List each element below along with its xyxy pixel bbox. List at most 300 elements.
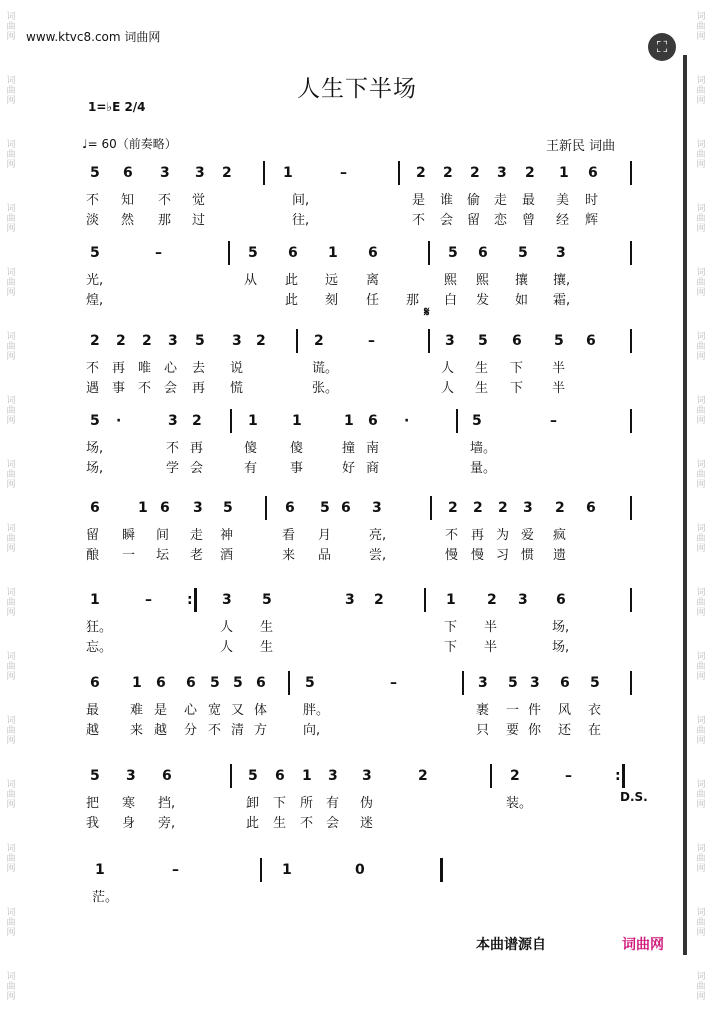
note: 5 (472, 413, 482, 429)
tempo-marking: ♩= 60（前奏略） (82, 137, 177, 151)
note: 3 (478, 675, 488, 691)
lyric: 淡 (86, 213, 100, 228)
lyric: 熙 (444, 273, 458, 288)
lyric: 间 (156, 528, 170, 543)
lyric: 所 (300, 796, 314, 811)
watermark-text: 词 曲 网 (696, 204, 706, 234)
note: 3 (160, 165, 170, 181)
repeat-dots: : (615, 768, 621, 784)
note: 1 (138, 500, 148, 516)
lyric: 场, (86, 441, 104, 456)
lyric: 好 (342, 461, 356, 476)
lyric: 品 (318, 548, 332, 563)
note: 5 (248, 245, 258, 261)
note: 3 (328, 768, 338, 784)
lyric: 挡, (158, 796, 176, 811)
lyric: 留 (86, 528, 100, 543)
lyric: 下 (510, 361, 524, 376)
watermark-text: 词 曲 网 (696, 12, 706, 42)
note: 1 (292, 413, 302, 429)
lyric: 人 (441, 361, 455, 376)
lyric: 再 (112, 361, 126, 376)
watermark-text: 词 曲 网 (696, 780, 706, 810)
bar-line (428, 329, 430, 353)
note: 3 (126, 768, 136, 784)
lyric: 我 (86, 816, 100, 831)
watermark-text: 词 曲 网 (6, 588, 16, 618)
lyric: 时 (585, 193, 599, 208)
watermark-text: 词 曲 网 (6, 460, 16, 490)
score-system (0, 413, 714, 503)
note: 2 (498, 500, 508, 516)
lyric: 是 (154, 703, 168, 718)
bar-line (263, 161, 265, 185)
lyric: 看 (282, 528, 296, 543)
lyric: 发 (476, 293, 490, 308)
note: 2 (443, 165, 453, 181)
lyric: 爱 (521, 528, 535, 543)
lyric: 此 (285, 293, 299, 308)
lyric: 寒 (122, 796, 136, 811)
lyric: 最 (86, 703, 100, 718)
score-system (0, 862, 714, 952)
lyric: 半 (552, 361, 566, 376)
note: 6 (556, 592, 566, 608)
song-title: 人生下半场 (297, 76, 417, 102)
note: 6 (90, 500, 100, 516)
lyric: 向, (303, 723, 321, 738)
note: 1 (95, 862, 105, 878)
note: 3 (523, 500, 533, 516)
lyric: 不 (412, 213, 426, 228)
lyric: 老 (190, 548, 204, 563)
bar-line (456, 409, 458, 433)
note: 6 (478, 245, 488, 261)
note: 2 (222, 165, 232, 181)
lyric: 忘。 (86, 640, 113, 655)
watermark-text: 词 曲 网 (6, 844, 16, 874)
lyric: 心 (164, 361, 178, 376)
lyric: 生 (475, 361, 489, 376)
note: 1 (328, 245, 338, 261)
note: 0 (355, 862, 365, 878)
note: 1 (302, 768, 312, 784)
lyric: 间, (292, 193, 310, 208)
note: 6 (586, 500, 596, 516)
bar-line (630, 496, 632, 520)
lyric: 半 (484, 640, 498, 655)
lyric: 此 (246, 816, 260, 831)
note: 3 (372, 500, 382, 516)
lyric: 还 (558, 723, 572, 738)
lyric: 心 (184, 703, 198, 718)
bar-line (288, 671, 290, 695)
lyric: 来 (130, 723, 144, 738)
lyric: 曾 (522, 213, 536, 228)
note: – (550, 413, 557, 429)
note: 6 (275, 768, 285, 784)
bar-line (428, 241, 430, 265)
note: 6 (285, 500, 295, 516)
note: 3 (193, 500, 203, 516)
lyric: 酿 (86, 548, 100, 563)
lyric: 伪 (360, 796, 374, 811)
bar-line (430, 496, 432, 520)
lyric: 再 (471, 528, 485, 543)
note: 2 (510, 768, 520, 784)
note: 2 (555, 500, 565, 516)
watermark-text: 词 曲 网 (6, 396, 16, 426)
note: 2 (418, 768, 428, 784)
lyric: 亮, (369, 528, 387, 543)
note: 3 (445, 333, 455, 349)
note: 5 (195, 333, 205, 349)
note: 3 (345, 592, 355, 608)
watermark-text: 词 曲 网 (6, 716, 16, 746)
lyric: 迷 (360, 816, 374, 831)
lyric: 说 (230, 361, 244, 376)
watermark-text: 词 曲 网 (696, 76, 706, 106)
note: 6 (186, 675, 196, 691)
note: 6 (368, 245, 378, 261)
lyric: 不 (445, 528, 459, 543)
note: 1 (248, 413, 258, 429)
lyric: 人 (220, 640, 234, 655)
lyric: 方 (254, 723, 268, 738)
note: 5 (248, 768, 258, 784)
zoom-icon[interactable]: ⛶ (648, 33, 676, 61)
note: 3 (195, 165, 205, 181)
lyric: 为 (496, 528, 510, 543)
site-url[interactable]: www.ktvc8.com 词曲网 (26, 30, 161, 44)
lyric: 瞬 (122, 528, 136, 543)
lyric: 下 (273, 796, 287, 811)
lyric: 走 (190, 528, 204, 543)
lyric: 不 (300, 816, 314, 831)
lyric: 酒 (220, 548, 234, 563)
lyric: 会 (190, 461, 204, 476)
bar-line (622, 764, 625, 788)
lyric: 白 (444, 293, 458, 308)
footer-source: 本曲谱源自 (476, 937, 546, 953)
lyric: 不 (138, 381, 152, 396)
note: – (145, 592, 152, 608)
lyric: 学 (166, 461, 180, 476)
note: 1 (90, 592, 100, 608)
lyric: 场, (552, 620, 570, 635)
note: 2 (470, 165, 480, 181)
note: – (368, 333, 375, 349)
note: 2 (314, 333, 324, 349)
lyric: 要 (506, 723, 520, 738)
lyric: 狂。 (86, 620, 113, 635)
lyric: 坛 (156, 548, 170, 563)
lyric: 商 (366, 461, 380, 476)
lyric: 惯 (521, 548, 535, 563)
bar-line (630, 409, 632, 433)
segno-sign: 𝄋 (424, 305, 430, 320)
lyric: 一 (122, 548, 136, 563)
note: 5 (262, 592, 272, 608)
note: 5 (478, 333, 488, 349)
authors: 王新民 词曲 (546, 139, 616, 154)
lyric: 恋 (494, 213, 508, 228)
lyric: 往, (292, 213, 310, 228)
note: 2 (374, 592, 384, 608)
lyric: 偷 (467, 193, 481, 208)
bar-line (490, 764, 492, 788)
lyric: 在 (588, 723, 602, 738)
note: 5 (90, 768, 100, 784)
watermark-text: 词 曲 网 (6, 76, 16, 106)
bar-line (230, 409, 232, 433)
note: 1 (559, 165, 569, 181)
watermark-text: 词 曲 网 (696, 716, 706, 746)
lyric: 过 (192, 213, 206, 228)
bar-line (194, 588, 197, 612)
lyric: 傻 (290, 441, 304, 456)
lyric: 人 (441, 381, 455, 396)
lyric: 觉 (192, 193, 206, 208)
note: 2 (192, 413, 202, 429)
lyric: 此 (285, 273, 299, 288)
score-system (0, 768, 714, 858)
lyric: 去 (192, 361, 206, 376)
lyric: 生 (273, 816, 287, 831)
lyric: 疯 (553, 528, 567, 543)
lyric: 攘 (515, 273, 529, 288)
lyric: 又 (231, 703, 245, 718)
lyric: 把 (86, 796, 100, 811)
lyric: 那 (406, 293, 420, 308)
lyric: 遗 (553, 548, 567, 563)
lyric: 越 (86, 723, 100, 738)
lyric: 装。 (506, 796, 533, 811)
note: 5 (90, 245, 100, 261)
lyric: 张。 (312, 381, 339, 396)
footer-site[interactable]: 词曲网 (622, 937, 664, 953)
note: 3 (518, 592, 528, 608)
bar-line (398, 161, 400, 185)
lyric: 不 (158, 193, 172, 208)
score-system (0, 500, 714, 590)
lyric: 习 (496, 548, 510, 563)
lyric: 来 (282, 548, 296, 563)
note: 5 (448, 245, 458, 261)
watermark-text: 词 曲 网 (696, 140, 706, 170)
note: 2 (142, 333, 152, 349)
bar-line (260, 858, 262, 882)
watermark-text: 词 曲 网 (696, 396, 706, 426)
note: 6 (341, 500, 351, 516)
note: 5 (233, 675, 243, 691)
lyric: 会 (326, 816, 340, 831)
note: 5 (90, 413, 100, 429)
lyric: 茫。 (92, 890, 119, 905)
watermark-text: 词 曲 网 (696, 844, 706, 874)
lyric: 半 (552, 381, 566, 396)
bar-line (424, 588, 426, 612)
watermark-text: 词 曲 网 (696, 524, 706, 554)
lyric: 事 (290, 461, 304, 476)
lyric: 那 (158, 213, 172, 228)
lyric: 生 (260, 620, 274, 635)
repeat-dots: : (187, 592, 193, 608)
lyric: 光, (86, 273, 104, 288)
watermark-text: 词 曲 网 (696, 652, 706, 682)
note: – (390, 675, 397, 691)
note: 5 (90, 165, 100, 181)
lyric: 旁, (158, 816, 176, 831)
note: 1 (344, 413, 354, 429)
lyric: 不 (86, 361, 100, 376)
lyric: 熙 (476, 273, 490, 288)
lyric: 月 (318, 528, 332, 543)
lyric: 不 (208, 723, 222, 738)
lyric: 走 (494, 193, 508, 208)
lyric: 撞 (342, 441, 356, 456)
lyric: 经 (556, 213, 570, 228)
lyric: 任 (366, 293, 380, 308)
lyric: 会 (164, 381, 178, 396)
note: 5 (554, 333, 564, 349)
lyric: 件 (528, 703, 542, 718)
note: 5 (305, 675, 315, 691)
note: – (172, 862, 179, 878)
note: 6 (288, 245, 298, 261)
lyric: 难 (130, 703, 144, 718)
score-system (0, 165, 714, 255)
note: 6 (586, 333, 596, 349)
lyric: 你 (528, 723, 542, 738)
lyric: 人 (220, 620, 234, 635)
lyric: 场, (552, 640, 570, 655)
lyric: 不 (86, 193, 100, 208)
note: 5 (223, 500, 233, 516)
lyric: 生 (260, 640, 274, 655)
key-signature: 1=♭E 2/4 (88, 100, 146, 114)
lyric: 慢 (445, 548, 459, 563)
lyric: 下 (444, 620, 458, 635)
score-system (0, 592, 714, 682)
lyric: 风 (558, 703, 572, 718)
lyric: 会 (440, 213, 454, 228)
lyric: 半 (484, 620, 498, 635)
note: 3 (556, 245, 566, 261)
watermark-text: 词 曲 网 (6, 204, 16, 234)
lyric: 谎。 (312, 361, 339, 376)
lyric: 卸 (246, 796, 260, 811)
lyric: 神 (220, 528, 234, 543)
note: 5 (508, 675, 518, 691)
ds-marking: D.S. (620, 790, 648, 804)
lyric: 事 (112, 381, 126, 396)
lyric: 有 (326, 796, 340, 811)
watermark-text: 词 曲 网 (696, 332, 706, 362)
lyric: 宽 (208, 703, 222, 718)
note: 3 (168, 333, 178, 349)
lyric: 一 (506, 703, 520, 718)
lyric: 攘, (553, 273, 571, 288)
lyric: 谁 (440, 193, 454, 208)
bar-line (230, 764, 232, 788)
note: 6 (156, 675, 166, 691)
note: 2 (448, 500, 458, 516)
note: 3 (530, 675, 540, 691)
watermark-text: 词 曲 网 (6, 780, 16, 810)
lyric: 生 (475, 381, 489, 396)
watermark-text: 词 曲 网 (6, 268, 16, 298)
lyric: 再 (190, 441, 204, 456)
lyric: 离 (366, 273, 380, 288)
bar-line (630, 329, 632, 353)
lyric: 体 (254, 703, 268, 718)
note: 6 (160, 500, 170, 516)
note: 1 (283, 165, 293, 181)
lyric: 南 (366, 441, 380, 456)
note: · (116, 413, 122, 429)
note: 2 (90, 333, 100, 349)
bar-line (228, 241, 230, 265)
lyric: 然 (121, 213, 135, 228)
lyric: 最 (522, 193, 536, 208)
note: 6 (368, 413, 378, 429)
watermark-text: 词 曲 网 (6, 140, 16, 170)
watermark-text: 词 曲 网 (6, 908, 16, 938)
watermark-text: 词 曲 网 (696, 268, 706, 298)
lyric: 留 (467, 213, 481, 228)
watermark-text: 词 曲 网 (6, 652, 16, 682)
bar-line (630, 241, 632, 265)
bar-line (462, 671, 464, 695)
note: 6 (512, 333, 522, 349)
note: 2 (487, 592, 497, 608)
lyric: 辉 (585, 213, 599, 228)
note: 3 (362, 768, 372, 784)
watermark-text: 词 曲 网 (696, 588, 706, 618)
lyric: 分 (184, 723, 198, 738)
lyric: 霜, (553, 293, 571, 308)
note: 5 (590, 675, 600, 691)
score-system (0, 245, 714, 335)
bar-line (440, 858, 443, 882)
lyric: 越 (154, 723, 168, 738)
note: 5 (210, 675, 220, 691)
lyric: 是 (412, 193, 426, 208)
note: 5 (518, 245, 528, 261)
lyric: 尝, (369, 548, 387, 563)
note: 3 (168, 413, 178, 429)
bar-line (630, 671, 632, 695)
lyric: 唯 (138, 361, 152, 376)
note: · (404, 413, 410, 429)
score-system (0, 675, 714, 765)
note: 1 (132, 675, 142, 691)
lyric: 裹 (476, 703, 490, 718)
lyric: 煌, (86, 293, 104, 308)
note: 6 (90, 675, 100, 691)
bar-line (630, 588, 632, 612)
note: 2 (116, 333, 126, 349)
lyric: 如 (515, 293, 529, 308)
note: – (155, 245, 162, 261)
lyric: 傻 (244, 441, 258, 456)
score-system (0, 333, 714, 423)
note: 6 (162, 768, 172, 784)
note: 6 (588, 165, 598, 181)
lyric: 墙。 (470, 441, 497, 456)
note: 5 (320, 500, 330, 516)
